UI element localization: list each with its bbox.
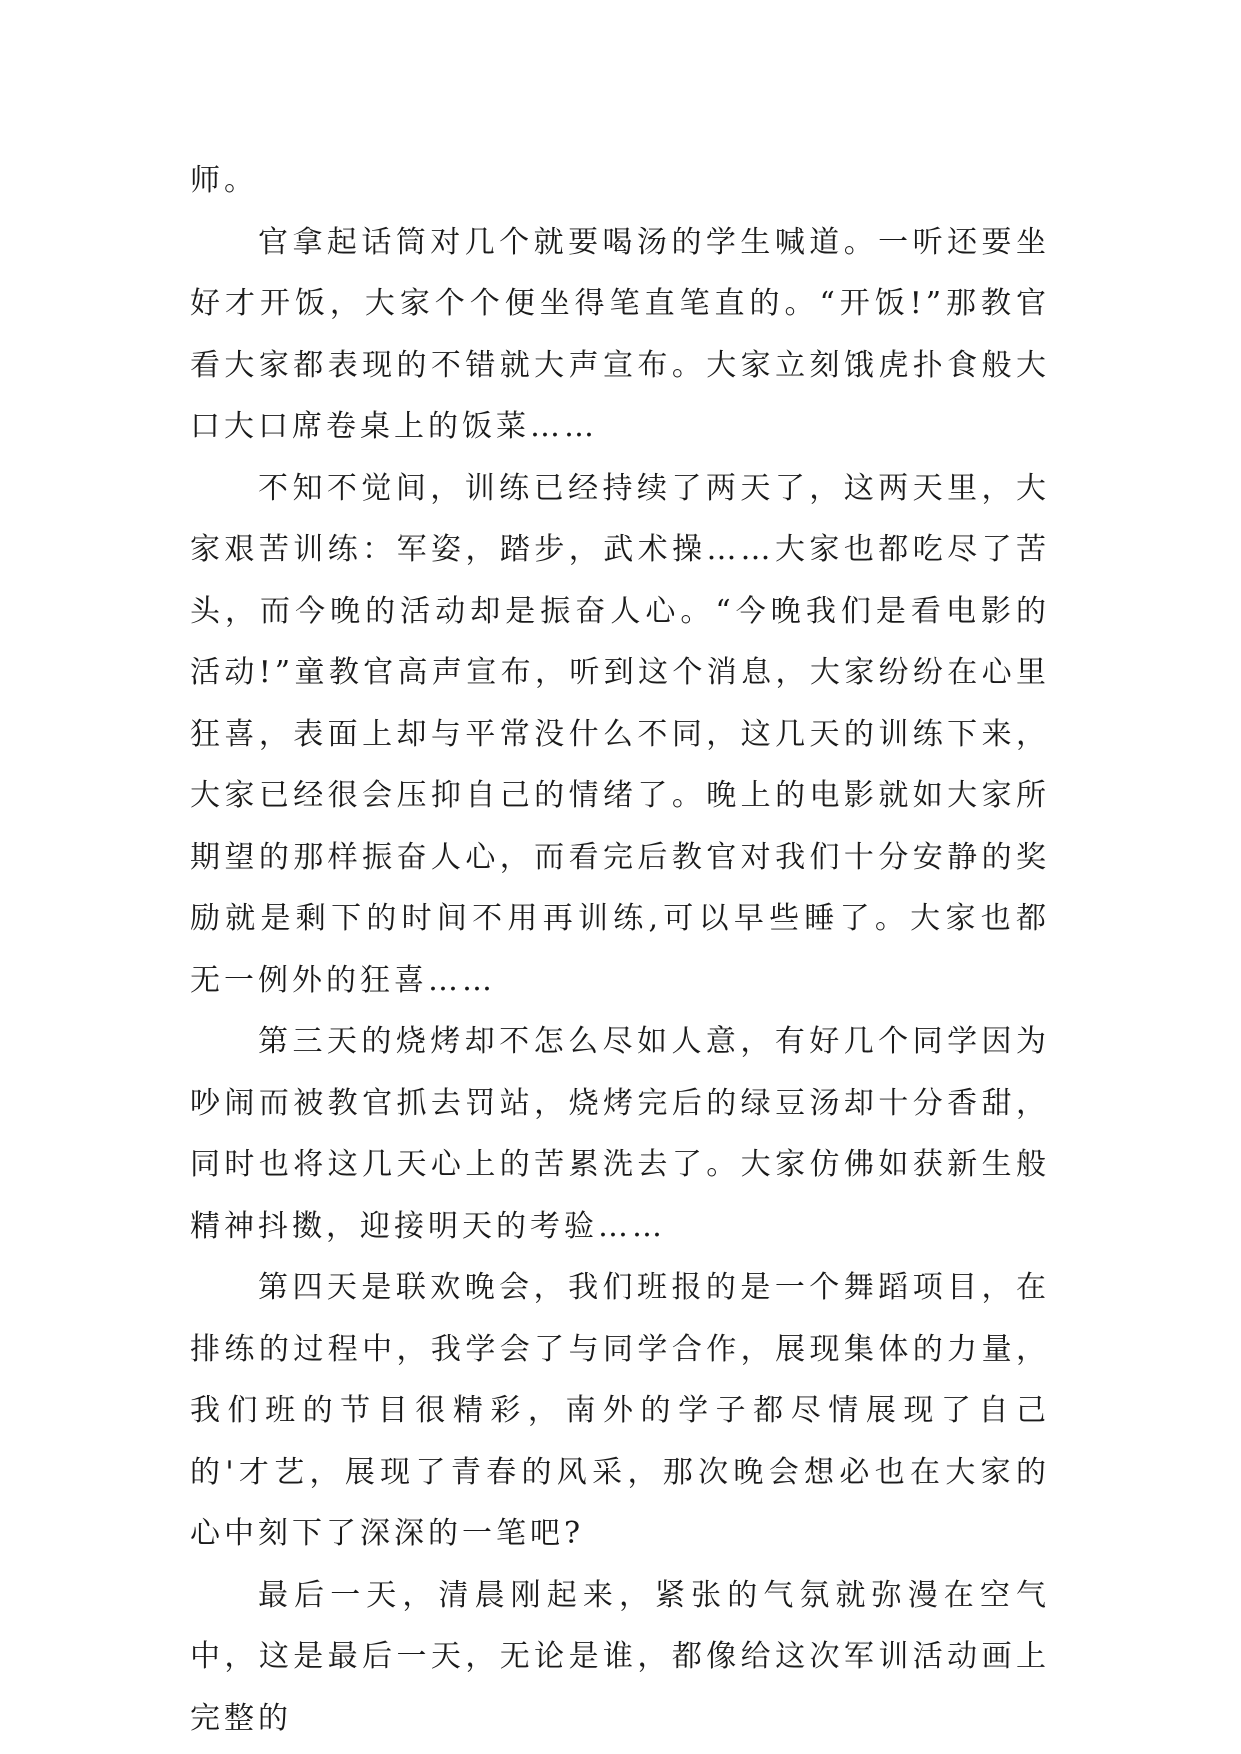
- paragraph: 师。: [190, 163, 258, 198]
- paragraph: 官拿起话筒对几个就要喝汤的学生喊道。一听还要坐好才开饭，大家个个便坐得笔直笔直的。“开饭!”那教官看大家都表现的不错就大声宣布。大家立刻饿虎扑食般大口大口席卷桌上的饭菜……: [190, 224, 1050, 444]
- body-text: [190, 150, 1050, 1749]
- paragraph: 第三天的烧烤却不怎么尽如人意，有好几个同学因为吵闹而被教官抓去罚站，烧烤完后的绿豆汤却十分香甜，同时也将这几天心上的苦累洗去了。大家仿佛如获新生般精神抖擞，迎接明天的考验……: [190, 1024, 1050, 1244]
- paragraph: 最后一天，清晨刚起来，紧张的气氛就弥漫在空气中，这是最后一天，无论是谁，都像给这次军训活动画上完整的: [190, 1577, 1050, 1736]
- paragraph: 第四天是联欢晚会，我们班报的是一个舞蹈项目，在排练的过程中，我学会了与同学合作，展现集体的力量，我们班的节目很精彩，南外的学子都尽情展现了自己的'才艺，展现了青春的风采，那次晚会想必也在大家的心中刻下了深深的一笔吧?: [190, 1270, 1050, 1551]
- paragraph: 不知不觉间，训练已经持续了两天了，这两天里，大家艰苦训练：军姿，踏步，武术操……大家也都吃尽了苦头，而今晚的活动却是振奋人心。“今晚我们是看电影的活动!”童教官高声宣布，听到这个消息，大家纷纷在心里狂喜，表面上却与平常没什么不同，这几天的训练下来，大家已经很会压抑自己的情绪了。晚上的电影就如大家所期望的那样振奋人心，而看完后教官对我们十分安静的奖励就是剩下的时间不用再训练,可以早些睡了。大家也都无一例外的狂喜……: [190, 470, 1050, 998]
